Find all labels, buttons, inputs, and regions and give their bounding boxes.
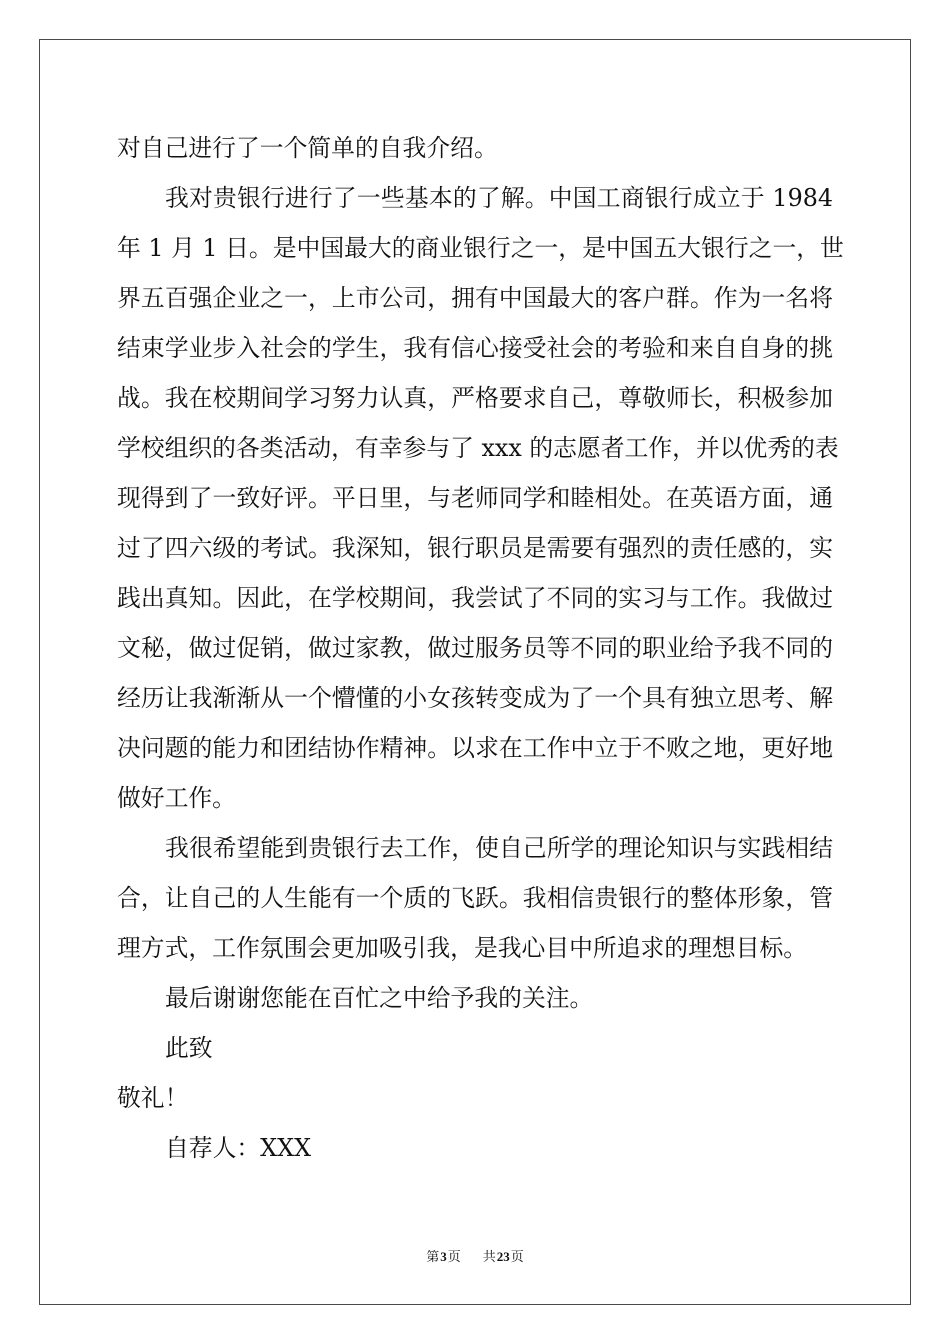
letter-line: 最后谢谢您能在百忙之中给予我的关注。 [165, 984, 594, 1012]
letter-line: 结束学业步入社会的学生，我有信心接受社会的考验和来自自身的挑 [117, 334, 833, 362]
letter-line: 对自己进行了一个简单的自我介绍。 [117, 134, 498, 162]
letter-paragraph-thanks [117, 973, 833, 1023]
letter-line: 自荐人：XXX [165, 1134, 312, 1162]
letter-line: 决问题的能力和团结协作精神。以求在工作中立于不败之地，更好地 [117, 734, 833, 762]
page-suffix: 页 [447, 1249, 461, 1264]
letter-line: 战。我在校期间学习努力认真，严格要求自己，尊敬师长，积极参加 [117, 384, 833, 412]
letter-line: 学校组织的各类活动，有幸参与了 xxx 的志愿者工作，并以优秀的表 [117, 434, 839, 462]
letter-line: 理方式，工作氛围会更加吸引我，是我心目中所追求的理想目标。 [117, 934, 808, 962]
total-number: 23 [496, 1249, 510, 1264]
page-footer [0, 1248, 950, 1266]
letter-line: 做好工作。 [117, 784, 236, 812]
letter-line: 过了四六级的考试。我深知，银行职员是需要有强烈的责任感的，实 [117, 534, 833, 562]
total-prefix: 共 [482, 1249, 496, 1264]
letter-line: 合，让自己的人生能有一个质的飞跃。我相信贵银行的整体形象，管 [117, 884, 833, 912]
letter-paragraph-intro-end [117, 123, 833, 173]
letter-line: 经历让我渐渐从一个懵懂的小女孩转变成为了一个具有独立思考、解 [117, 684, 833, 712]
letter-line: 我很希望能到贵银行去工作，使自己所学的理论知识与实践相结 [165, 834, 833, 862]
page-prefix: 第 [426, 1249, 440, 1264]
letter-line: 践出真知。因此，在学校期间，我尝试了不同的实习与工作。我做过 [117, 584, 833, 612]
letter-body [117, 123, 844, 1173]
letter-closing-regards [117, 1073, 833, 1123]
letter-signature [117, 1123, 833, 1173]
letter-line: 界五百强企业之一，上市公司，拥有中国最大的客户群。作为一名将 [117, 284, 833, 312]
letter-line: 文秘，做过促销，做过家教，做过服务员等不同的职业给予我不同的 [117, 634, 833, 662]
letter-line: 此致 [165, 1034, 213, 1062]
page-number: 3 [440, 1249, 447, 1264]
letter-line: 现得到了一致好评。平日里，与老师同学和睦相处。在英语方面，通 [117, 484, 833, 512]
letter-closing-salutation [117, 1023, 833, 1073]
current-page-label [426, 1249, 461, 1264]
letter-line: 年 1 月 1 日。是中国最大的商业银行之一，是中国五大银行之一，世 [117, 234, 844, 262]
total-suffix: 页 [510, 1249, 524, 1264]
total-pages-label [483, 1249, 524, 1264]
letter-paragraph-bank-knowledge [117, 173, 844, 823]
letter-paragraph-aspiration [117, 823, 833, 973]
letter-line: 敬礼！ [117, 1084, 189, 1112]
letter-line: 我对贵银行进行了一些基本的了解。中国工商银行成立于 1984 [165, 184, 833, 212]
